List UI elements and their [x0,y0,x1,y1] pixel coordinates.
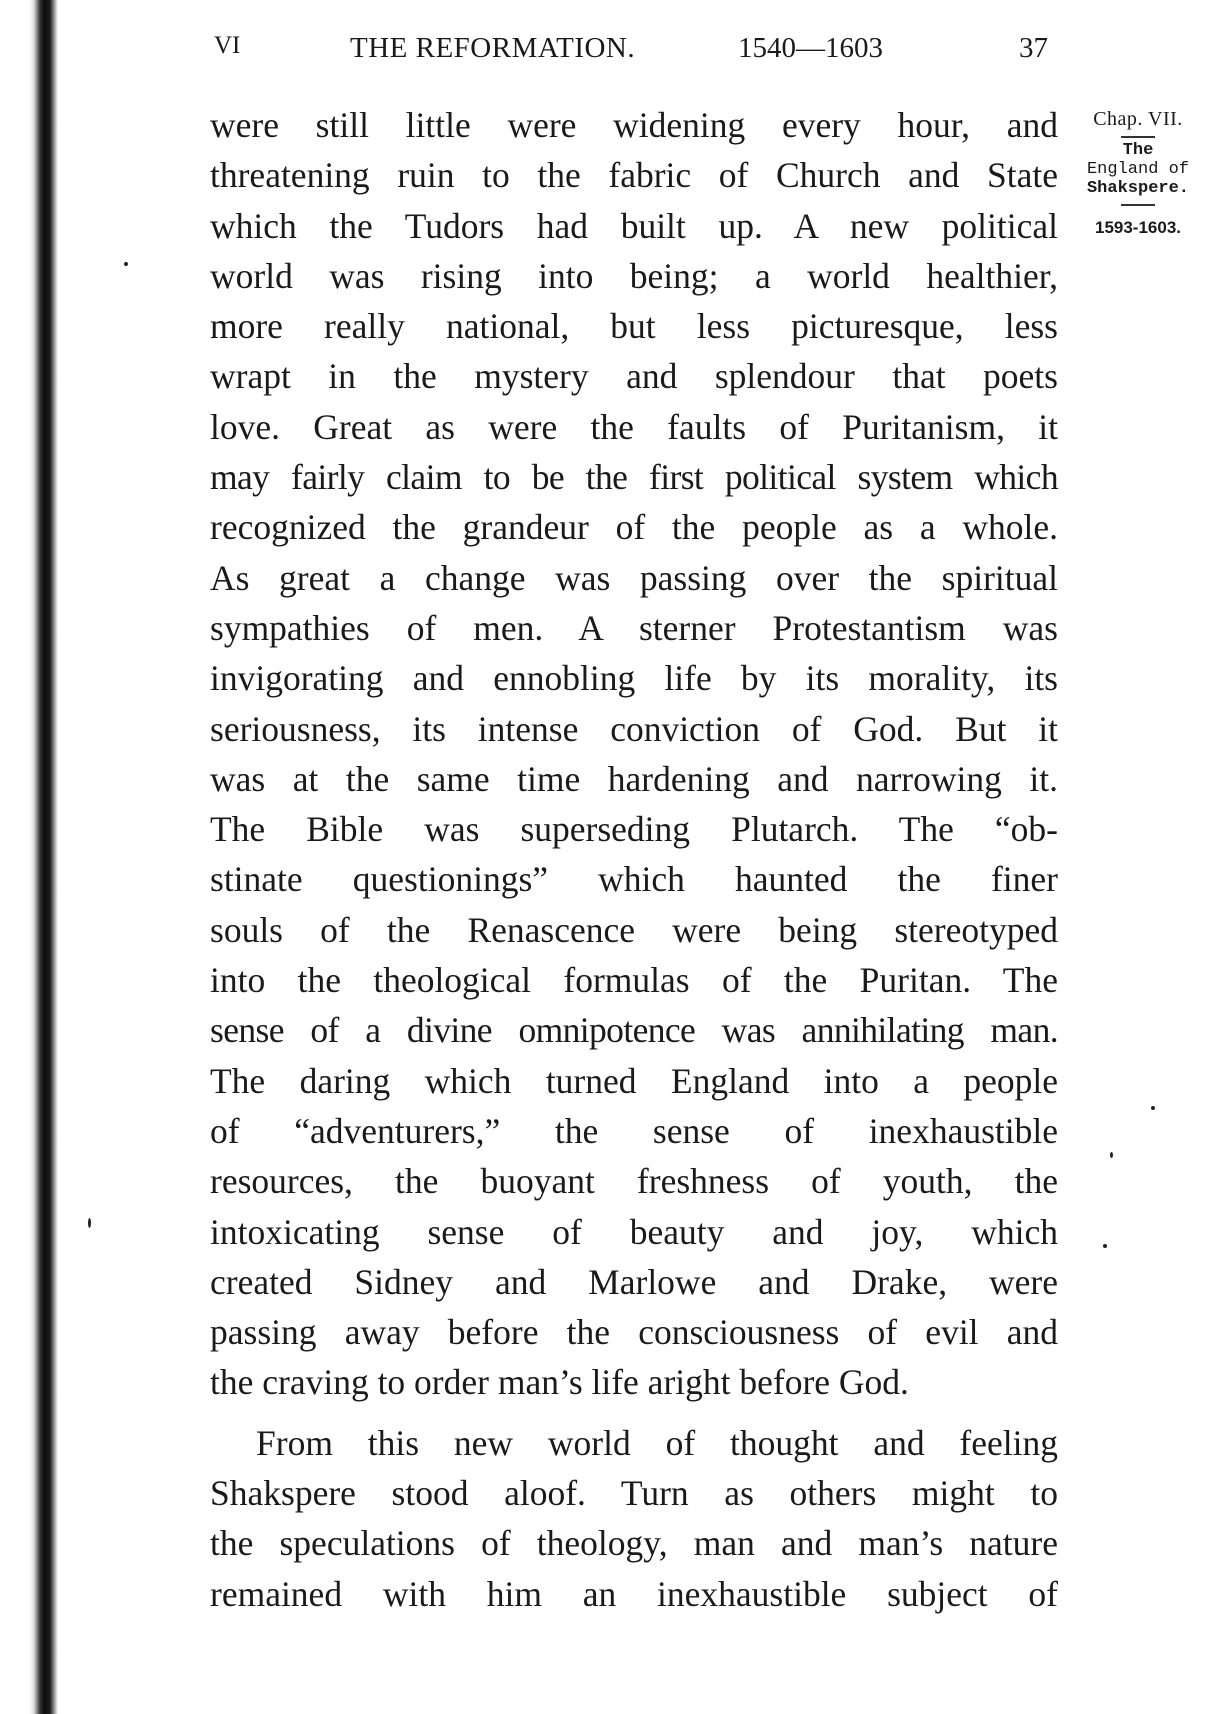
text-line: into the theological formulas of the Puritan. The [210,960,1058,1001]
text-line: resources, the buoyant freshness of youth, the [210,1161,1058,1202]
margin-note-rule [1121,136,1155,138]
text-line: were still little were widening every hour, and [210,105,1058,145]
text-line: which the Tudors had built up. A new political [210,205,1058,246]
header-title: THE REFORMATION. [350,32,636,64]
margin-note [1068,108,1208,238]
text-line: may fairly claim to be the first political system which [210,457,1058,498]
margin-note-years: 1593-1603. [1094,218,1182,237]
margin-note-line: England of [1086,160,1190,179]
text-line: intoxicating sense of beauty and joy, which [210,1211,1058,1252]
text-line: invigorating and ennobling life by its morality, its [210,658,1058,699]
scanned-binding-edge [0,0,58,1714]
text-line: stinate questionings” which haunted the finer [210,859,1058,900]
paragraph-1 [210,100,1058,1408]
margin-note-chapter: Chap. VII. [1093,108,1183,130]
margin-note-line: Shakspere. [1086,179,1190,198]
scan-speck [1110,1152,1113,1158]
text-line: The Bible was superseding Plutarch. The “ob- [210,809,1058,850]
text-line: created Sidney and Marlowe and Drake, were [210,1261,1058,1302]
text-line: As great a change was passing over the spiritual [210,557,1058,598]
paragraph-2 [210,1418,1058,1619]
text-line: recognized the grandeur of the people as a whole. [210,507,1058,548]
scan-speck [1151,1106,1155,1110]
text-line: Shakspere stood aloof. Turn as others might to [210,1473,1058,1514]
scan-speck [88,1218,91,1228]
text-line: the speculations of theology, man and man’s nature [210,1523,1058,1564]
text-line: sense of a divine omnipotence was annihilating man. [210,1010,1058,1051]
running-header [210,32,1048,72]
scan-speck [124,262,128,266]
text-line: more really national, but less picturesque, less [210,306,1058,347]
text-line: of “adventurers,” the sense of inexhaustible [210,1110,1058,1151]
text-line: love. Great as were the faults of Puritanism, it [210,406,1058,447]
text-line: passing away before the consciousness of evil and [210,1312,1058,1353]
text-line: remained with him an inexhaustible subject of [210,1573,1058,1614]
body-text [210,100,1058,1619]
text-line: The daring which turned England into a people [210,1060,1058,1101]
header-years: 1540—1603 [738,32,883,64]
text-line: souls of the Renascence were being stereotyped [210,909,1058,950]
text-line: world was rising into being; a world healthier, [210,255,1058,296]
text-line: seriousness, its intense conviction of God. But it [210,708,1058,749]
scan-speck [1103,1244,1107,1248]
margin-note-line: The [1122,141,1154,160]
text-line: threatening ruin to the fabric of Church and State [210,155,1058,196]
margin-note-rule [1121,204,1155,206]
text-line: was at the same time hardening and narrowing it. [210,758,1058,799]
text-line: From this new world of thought and feeling [256,1422,1058,1463]
text-line: the craving to order man’s life aright before God. [210,1362,909,1403]
header-chapter-number: VI [214,32,241,59]
page-number: 37 [1019,32,1048,64]
text-line: sympathies of men. A sterner Protestantism was [210,607,1058,648]
text-line: wrapt in the mystery and splendour that poets [210,356,1058,397]
